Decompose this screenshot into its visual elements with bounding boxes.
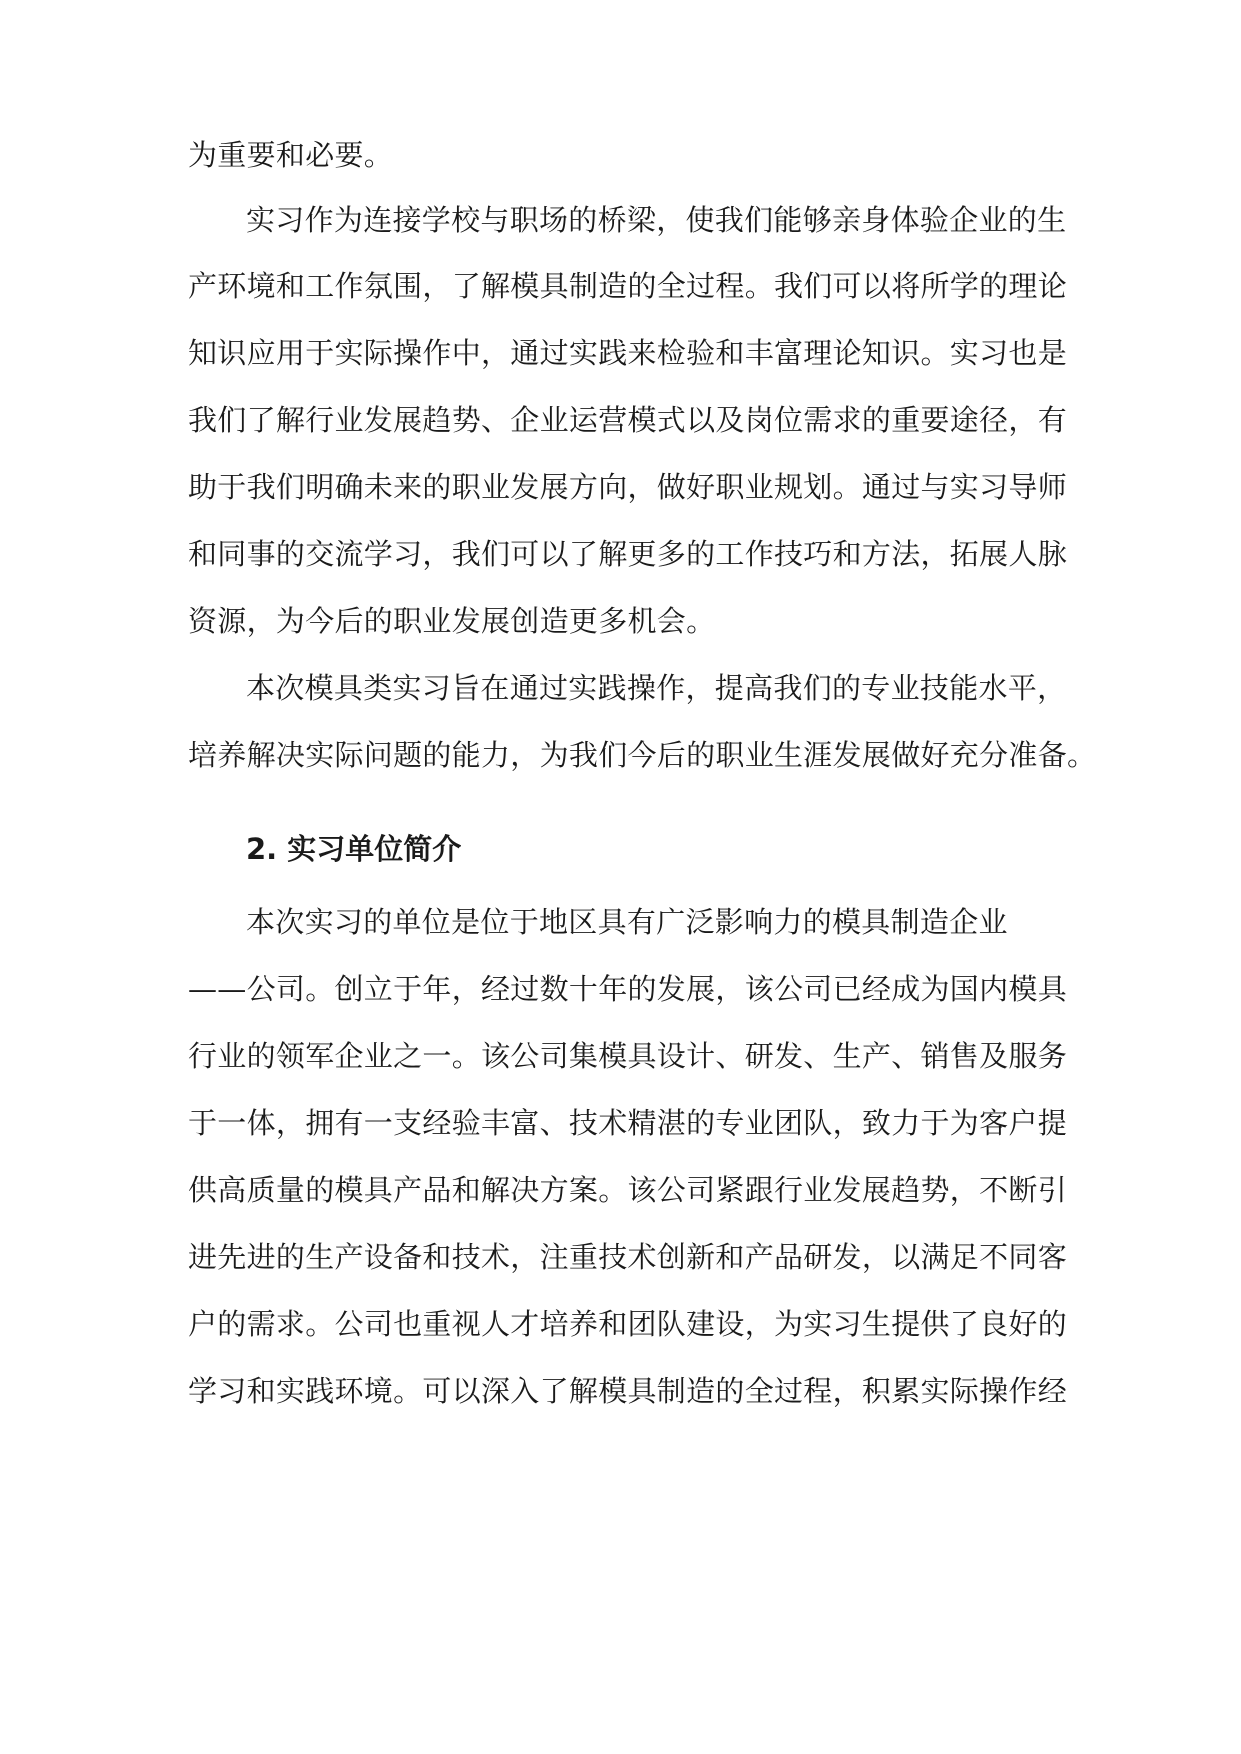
- paragraph-line: 本次实习的单位是位于地区具有广泛影响力的模具制造企业: [246, 905, 1008, 939]
- paragraph-line: 实习作为连接学校与职场的桥梁，使我们能够亲身体验企业的生: [246, 203, 1067, 237]
- paragraph-line: 于一体，拥有一支经验丰富、技术精湛的专业团队，致力于为客户提: [188, 1106, 1068, 1140]
- paragraph-line: 知识应用于实际操作中，通过实践来检验和丰富理论知识。实习也是: [188, 336, 1068, 370]
- paragraph-line: 产环境和工作氛围，了解模具制造的全过程。我们可以将所学的理论: [188, 269, 1068, 303]
- paragraph-line: 行业的领军企业之一。该公司集模具设计、研发、生产、销售及服务: [188, 1039, 1068, 1073]
- section-heading: 2. 实习单位简介: [246, 832, 462, 866]
- paragraph-line: 和同事的交流学习，我们可以了解更多的工作技巧和方法，拓展人脉: [188, 537, 1068, 571]
- paragraph-line: 助于我们明确未来的职业发展方向，做好职业规划。通过与实习导师: [188, 470, 1068, 504]
- paragraph-line: 户的需求。公司也重视人才培养和团队建设，为实习生提供了良好的: [188, 1307, 1068, 1341]
- paragraph-line: 进先进的生产设备和技术，注重技术创新和产品研发，以满足不同客: [188, 1240, 1068, 1274]
- paragraph-line: 培养解决实际问题的能力，为我们今后的职业生涯发展做好充分准备。: [188, 738, 1097, 772]
- paragraph-line: 供高质量的模具产品和解决方案。该公司紧跟行业发展趋势，不断引: [188, 1173, 1068, 1207]
- paragraph-line: 为重要和必要。: [188, 138, 394, 172]
- paragraph-line: 我们了解行业发展趋势、企业运营模式以及岗位需求的重要途径，有: [188, 403, 1068, 437]
- paragraph-line: ——公司。创立于年，经过数十年的发展，该公司已经成为国内模具: [188, 972, 1068, 1006]
- paragraph-line: 资源，为今后的职业发展创造更多机会。: [188, 604, 716, 638]
- paragraph-line: 本次模具类实习旨在通过实践操作，提高我们的专业技能水平，: [246, 671, 1067, 705]
- paragraph-line: 学习和实践环境。可以深入了解模具制造的全过程，积累实际操作经: [188, 1374, 1068, 1408]
